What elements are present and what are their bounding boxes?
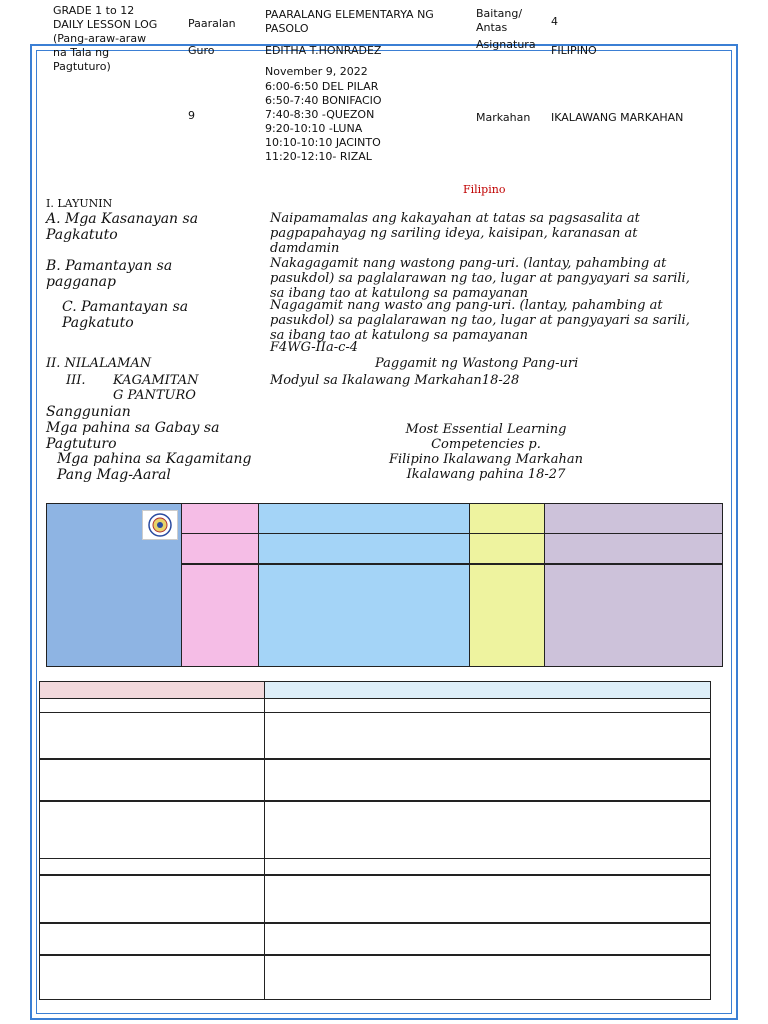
- kagamitan-text: Modyul sa Ikalawang Markahan18-28: [270, 373, 520, 388]
- guro-label: Guro: [188, 44, 215, 57]
- melc-reference: [370, 422, 602, 482]
- melc-line: Filipino Ikalawang Markahan: [388, 452, 584, 467]
- markahan-value: IKALAWANG MARKAHAN: [551, 111, 684, 124]
- block-light-blue: [259, 504, 470, 666]
- kagamitang-label: Mga pahina sa Kagamitang Pang Mag-Aaral: [57, 451, 252, 483]
- table-header-left: [40, 682, 265, 699]
- pamantayan-pagganap-label: B. Pamantayan sa pagganap: [46, 258, 173, 290]
- sanggunian-label: Sanggunian: [46, 404, 131, 420]
- schedule-item: 11:20-12:10- RIZAL: [265, 150, 372, 163]
- paaralan-label: Paaralan: [188, 17, 236, 30]
- layunin-heading: I. LAYUNIN: [46, 197, 113, 210]
- table-row: [40, 858, 710, 859]
- title-line: na Tala ng: [53, 46, 110, 59]
- kagamitan-label-cont: G PANTURO: [113, 388, 196, 403]
- table-row: [40, 758, 710, 760]
- nilalaman-text: Paggamit ng Wastong Pang-uri: [375, 356, 579, 371]
- dll-title: [53, 4, 178, 74]
- competency-code: F4WG-IIa-c-4: [270, 340, 359, 355]
- pamantayan-pagganap-text: Nakagagamit nang wastong pang-uri. (lantay, pahambing at pasukdol) sa paglalarawan ng tao, lugar at pangyayari sa sarili, sa ibang tao at katulong sa pamayanan: [270, 256, 690, 301]
- schedule-item: 7:40-8:30 -QUEZON: [265, 108, 375, 121]
- table-header-right: [265, 682, 710, 699]
- procedure-table: [39, 681, 711, 1000]
- schedule-list: [265, 80, 382, 164]
- subject-title: Filipino: [463, 183, 506, 196]
- week-value: 9: [188, 109, 195, 122]
- asignatura-value: FILIPINO: [551, 44, 597, 57]
- block-pink: [182, 504, 259, 666]
- title-line: DAILY LESSON LOG: [53, 18, 158, 31]
- kasanayan-label: A. Mga Kasanayan sa Pagkatuto: [46, 211, 199, 243]
- melc-line: Ikalawang pahina 18-27: [406, 467, 566, 482]
- table-row: [40, 712, 710, 713]
- block-yellow: [470, 504, 545, 666]
- lesson-date: November 9, 2022: [265, 65, 368, 78]
- table-row: [40, 800, 710, 802]
- schedule-item: 9:20-10:10 -LUNA: [265, 122, 363, 135]
- kagamitan-label-num: III.: [66, 373, 86, 388]
- grid-divider: [182, 563, 722, 565]
- schedule-item: 6:50-7:40 BONIFACIO: [265, 94, 382, 107]
- title-line: Pagtuturo): [53, 60, 111, 73]
- block-lavender: [545, 504, 722, 666]
- asignatura-label: Asignatura: [476, 38, 536, 51]
- schedule-item: 10:10-10:10 JACINTO: [265, 136, 381, 149]
- markahan-label: Markahan: [476, 111, 531, 124]
- melc-line: Most Essential Learning: [405, 422, 567, 437]
- title-line: (Pang-araw-araw: [53, 32, 147, 45]
- table-row: [40, 954, 710, 956]
- baitang-value: 4: [551, 15, 558, 28]
- paaralan-value: PAARALANG ELEMENTARYA NG PASOLO: [265, 8, 434, 35]
- melc-line: Competencies p.: [431, 437, 541, 452]
- table-row: [40, 922, 710, 924]
- gabay-label: Mga pahina sa Gabay sa Pagtuturo: [46, 420, 220, 452]
- schedule-item: 6:00-6:50 DEL PILAR: [265, 80, 379, 93]
- title-line: GRADE 1 to 12: [53, 4, 135, 17]
- guro-value: EDITHA T.HONRADEZ: [265, 44, 382, 57]
- grid-divider: [182, 533, 722, 534]
- kasanayan-text: Naipamamalas ang kakayahan at tatas sa pagsasalita at pagpapahayag ng sariling ideya, kaisipan, karanasan at damdamin: [270, 211, 640, 256]
- table-row: [40, 874, 710, 876]
- pamantayan-pagkatuto-label: C. Pamantayan sa Pagkatuto: [62, 299, 189, 331]
- kagamitan-label: KAGAMITAN: [113, 373, 199, 388]
- baitang-label: Baitang/ Antas: [476, 7, 523, 34]
- pamantayan-pagkatuto-text: Nagagamit nang wasto ang pang-uri. (lantay, pahambing at pasukdol) sa paglalarawan ng tao, lugar at pangyayari sa sarili, sa ibang tao at katulong sa pamayanan: [270, 298, 690, 343]
- nilalaman-label: II. NILALAMAN: [46, 356, 152, 371]
- deped-seal-icon: [142, 510, 178, 540]
